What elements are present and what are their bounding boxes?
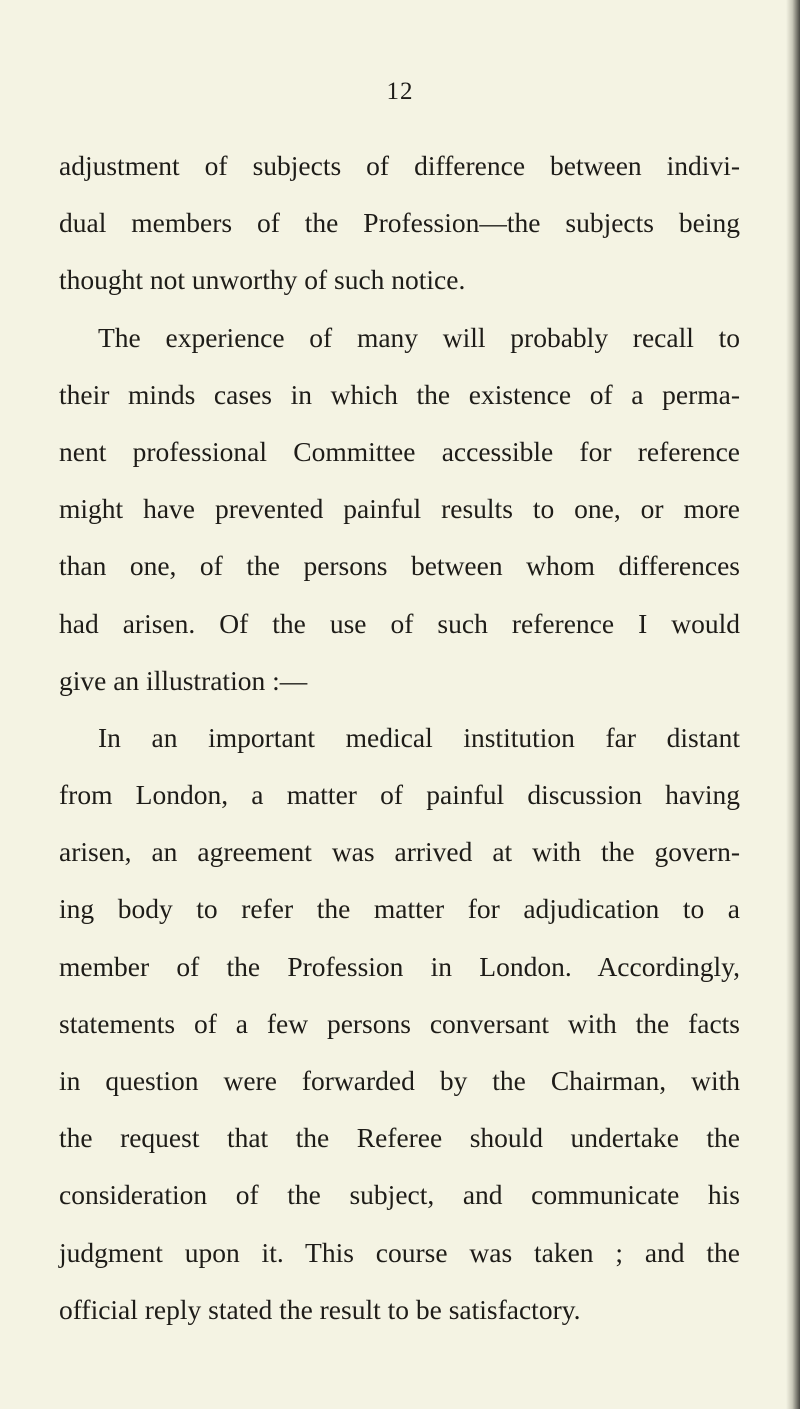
text-line: member of the Profession in London. Accordingly, [59,950,740,982]
text-line: dual members of the Profession—the subjects being [59,207,740,239]
text-line: nent professional Committee accessible for reference [59,435,740,467]
text-line: ing body to refer the matter for adjudication to a [59,893,740,925]
text-line: consideration of the subject, and communicate his [59,1179,740,1211]
text-line: than one, of the persons between whom differences [59,550,740,582]
text-line: had arisen. Of the use of such reference I would [59,607,740,639]
text-line: The experience of many will probably recall to [98,321,740,353]
page-edge-shadow [786,0,800,1409]
text-line: their minds cases in which the existence of a perma- [59,378,740,410]
body-text [59,137,740,1338]
text-line: give an illustration :— [59,664,308,696]
text-line: in question were forwarded by the Chairman, with [59,1065,740,1096]
text-line: thought not unworthy of such notice. [59,264,466,296]
text-line: might have prevented painful results to one, or more [59,493,740,525]
text-line: the request that the Referee should undertake the [59,1122,740,1154]
text-line: from London, a matter of painful discussion having [59,779,740,811]
text-line: official reply stated the result to be satisfactory. [59,1293,581,1325]
text-line: In an important medical institution far distant [98,721,740,753]
text-line: arisen, an agreement was arrived at with the govern- [59,836,740,868]
page-number: 12 [386,78,414,105]
text-line: judgment upon it. This course was taken ; and the [59,1236,740,1268]
text-line: adjustment of subjects of difference between indivi- [59,150,740,181]
text-line: statements of a few persons conversant with the facts [59,1007,740,1039]
